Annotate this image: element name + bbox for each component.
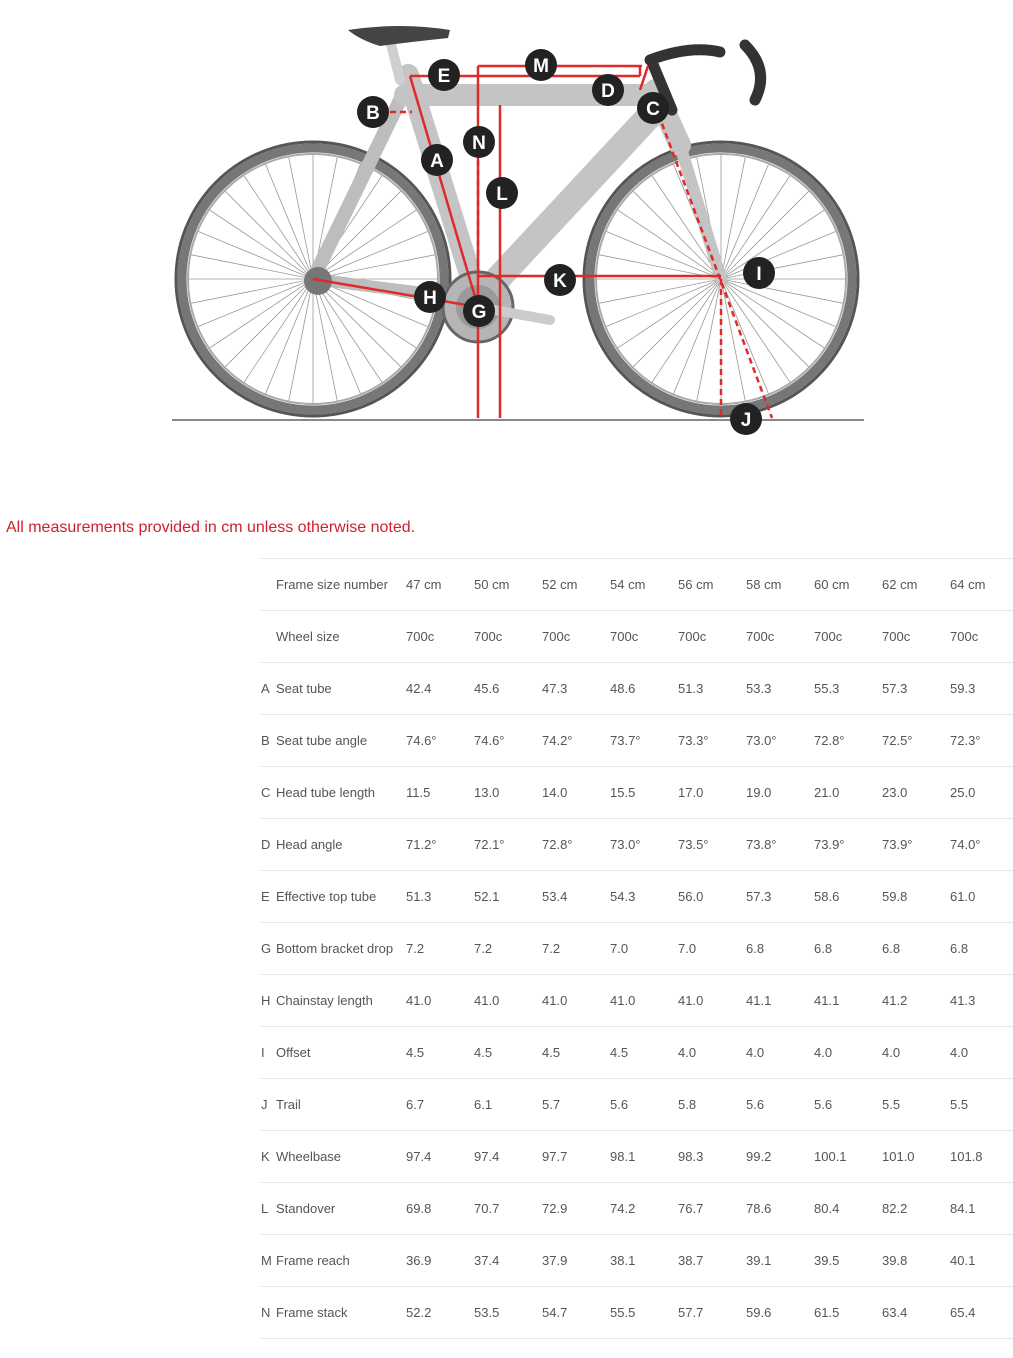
cell-value: 61.5 xyxy=(814,1287,882,1339)
svg-text:H: H xyxy=(423,288,437,309)
row-label: Wheel size xyxy=(276,611,406,663)
cell-value: 61.0 xyxy=(950,871,1013,923)
spoke xyxy=(633,279,721,367)
cell-value: 700c xyxy=(950,611,1013,663)
cell-value: 5.6 xyxy=(746,1079,814,1131)
cell-value: 51.3 xyxy=(678,663,746,715)
cell-value: 5.5 xyxy=(950,1079,1013,1131)
cell-value: 11.5 xyxy=(406,767,474,819)
cell-value: 52.1 xyxy=(474,871,542,923)
cell-value: 41.0 xyxy=(678,975,746,1027)
svg-text:L: L xyxy=(496,184,508,205)
row-letter: B xyxy=(261,715,276,767)
cell-value: 72.1° xyxy=(474,819,542,871)
cell-value: 53.3 xyxy=(746,663,814,715)
cell-value: 700c xyxy=(882,611,950,663)
cell-value: 41.0 xyxy=(406,975,474,1027)
cell-value: 700c xyxy=(746,611,814,663)
table-row xyxy=(261,611,1013,663)
cell-value: 54.7 xyxy=(542,1287,610,1339)
cell-value: 6.8 xyxy=(814,923,882,975)
cell-value: 41.0 xyxy=(542,975,610,1027)
marker-K xyxy=(544,264,576,296)
svg-text:D: D xyxy=(601,81,615,102)
cell-value: 23.0 xyxy=(882,767,950,819)
cell-value: 4.0 xyxy=(882,1027,950,1079)
row-letter: H xyxy=(261,975,276,1027)
row-label: Effective top tube xyxy=(276,871,406,923)
cell-value: 6.8 xyxy=(746,923,814,975)
cell-value: 4.5 xyxy=(406,1027,474,1079)
cell-value: 7.2 xyxy=(406,923,474,975)
cell-value: 55.3 xyxy=(814,663,882,715)
cell-value: 38.1 xyxy=(610,1235,678,1287)
cell-value: 74.2 xyxy=(610,1183,678,1235)
cell-value: 700c xyxy=(406,611,474,663)
cell-value: 80.4 xyxy=(814,1183,882,1235)
cell-value: 55.5 xyxy=(610,1287,678,1339)
size-header: 58 cm xyxy=(746,559,814,611)
cell-value: 39.8 xyxy=(882,1235,950,1287)
svg-text:C: C xyxy=(646,99,660,120)
table-row xyxy=(261,975,1013,1027)
cell-value: 4.5 xyxy=(610,1027,678,1079)
svg-text:K: K xyxy=(553,271,567,292)
marker-A xyxy=(421,144,453,176)
cell-value: 73.0° xyxy=(746,715,814,767)
table-row xyxy=(261,767,1013,819)
row-label: Frame size number xyxy=(276,559,406,611)
row-letter: E xyxy=(261,871,276,923)
cell-value: 5.6 xyxy=(814,1079,882,1131)
row-label: Bottom bracket drop xyxy=(276,923,406,975)
spoke xyxy=(721,279,768,394)
table-row xyxy=(261,1235,1013,1287)
cell-value: 73.3° xyxy=(678,715,746,767)
row-label: Chainstay length xyxy=(276,975,406,1027)
cell-value: 45.6 xyxy=(474,663,542,715)
spoke xyxy=(721,232,836,279)
row-letter xyxy=(261,559,276,611)
cell-value: 37.4 xyxy=(474,1235,542,1287)
cell-value: 4.0 xyxy=(950,1027,1013,1079)
cell-value: 71.2° xyxy=(406,819,474,871)
cell-value: 59.6 xyxy=(746,1287,814,1339)
size-header: 60 cm xyxy=(814,559,882,611)
cell-value: 39.5 xyxy=(814,1235,882,1287)
cell-value: 21.0 xyxy=(814,767,882,819)
cell-value: 82.2 xyxy=(882,1183,950,1235)
cell-value: 25.0 xyxy=(950,767,1013,819)
cell-value: 74.2° xyxy=(542,715,610,767)
row-label: Head angle xyxy=(276,819,406,871)
svg-text:G: G xyxy=(471,302,487,323)
size-header: 47 cm xyxy=(406,559,474,611)
svg-text:I: I xyxy=(756,264,762,285)
cell-value: 58.6 xyxy=(814,871,882,923)
svg-text:B: B xyxy=(366,103,380,124)
cell-value: 70.7 xyxy=(474,1183,542,1235)
cell-value: 100.1 xyxy=(814,1131,882,1183)
row-label: Trail xyxy=(276,1079,406,1131)
bike-geometry-diagram xyxy=(0,0,1013,470)
spoke xyxy=(674,279,721,394)
cell-value: 73.0° xyxy=(610,819,678,871)
svg-text:A: A xyxy=(430,151,444,172)
cell-value: 41.3 xyxy=(950,975,1013,1027)
cell-value: 7.2 xyxy=(474,923,542,975)
cell-value: 53.5 xyxy=(474,1287,542,1339)
row-label: Frame reach xyxy=(276,1235,406,1287)
cell-value: 6.8 xyxy=(882,923,950,975)
cell-value: 73.5° xyxy=(678,819,746,871)
size-header: 54 cm xyxy=(610,559,678,611)
cell-value: 41.1 xyxy=(746,975,814,1027)
row-letter: I xyxy=(261,1027,276,1079)
spoke xyxy=(225,279,313,367)
row-letter: J xyxy=(261,1079,276,1131)
cell-value: 7.2 xyxy=(542,923,610,975)
size-header: 52 cm xyxy=(542,559,610,611)
size-header: 62 cm xyxy=(882,559,950,611)
table-row xyxy=(261,871,1013,923)
table-row xyxy=(261,1131,1013,1183)
cell-value: 57.3 xyxy=(882,663,950,715)
cell-value: 48.6 xyxy=(610,663,678,715)
cell-value: 15.5 xyxy=(610,767,678,819)
cell-value: 97.4 xyxy=(406,1131,474,1183)
row-label: Offset xyxy=(276,1027,406,1079)
marker-E xyxy=(428,59,460,91)
row-label: Wheelbase xyxy=(276,1131,406,1183)
cell-value: 72.8° xyxy=(542,819,610,871)
cell-value: 40.1 xyxy=(950,1235,1013,1287)
cell-value: 6.7 xyxy=(406,1079,474,1131)
cell-value: 72.5° xyxy=(882,715,950,767)
cell-value: 14.0 xyxy=(542,767,610,819)
cell-value: 52.2 xyxy=(406,1287,474,1339)
marker-C xyxy=(637,92,669,124)
row-letter: L xyxy=(261,1183,276,1235)
cell-value: 78.6 xyxy=(746,1183,814,1235)
row-letter: K xyxy=(261,1131,276,1183)
cell-value: 97.4 xyxy=(474,1131,542,1183)
cell-value: 37.9 xyxy=(542,1235,610,1287)
cell-value: 5.8 xyxy=(678,1079,746,1131)
cell-value: 4.5 xyxy=(542,1027,610,1079)
spoke xyxy=(721,279,836,326)
cell-value: 72.9 xyxy=(542,1183,610,1235)
cell-value: 98.3 xyxy=(678,1131,746,1183)
cell-value: 36.9 xyxy=(406,1235,474,1287)
spoke xyxy=(606,279,721,326)
cell-value: 39.1 xyxy=(746,1235,814,1287)
cell-value: 73.7° xyxy=(610,715,678,767)
cell-value: 76.7 xyxy=(678,1183,746,1235)
saddle xyxy=(348,26,450,46)
cell-value: 72.3° xyxy=(950,715,1013,767)
cell-value: 700c xyxy=(474,611,542,663)
cell-value: 5.7 xyxy=(542,1079,610,1131)
cell-value: 54.3 xyxy=(610,871,678,923)
svg-text:M: M xyxy=(533,56,549,77)
marker-J xyxy=(730,403,762,435)
table-row xyxy=(261,1183,1013,1235)
cell-value: 4.5 xyxy=(474,1027,542,1079)
spoke xyxy=(721,279,809,367)
cell-value: 17.0 xyxy=(678,767,746,819)
row-letter: D xyxy=(261,819,276,871)
table-row xyxy=(261,1079,1013,1131)
row-letter: G xyxy=(261,923,276,975)
cell-value: 59.8 xyxy=(882,871,950,923)
cell-value: 700c xyxy=(610,611,678,663)
cell-value: 4.0 xyxy=(814,1027,882,1079)
spoke xyxy=(225,191,313,279)
marker-D xyxy=(592,74,624,106)
table-row xyxy=(261,819,1013,871)
cell-value: 41.0 xyxy=(474,975,542,1027)
row-letter: C xyxy=(261,767,276,819)
table-row xyxy=(261,1027,1013,1079)
cell-value: 98.1 xyxy=(610,1131,678,1183)
cell-value: 56.0 xyxy=(678,871,746,923)
cell-value: 101.0 xyxy=(882,1131,950,1183)
cell-value: 101.8 xyxy=(950,1131,1013,1183)
cell-value: 19.0 xyxy=(746,767,814,819)
cell-value: 65.4 xyxy=(950,1287,1013,1339)
marker-H xyxy=(414,281,446,313)
cell-value: 47.3 xyxy=(542,663,610,715)
cell-value: 42.4 xyxy=(406,663,474,715)
cell-value: 4.0 xyxy=(678,1027,746,1079)
table-row xyxy=(261,1287,1013,1339)
row-label: Head tube length xyxy=(276,767,406,819)
chainring xyxy=(443,272,550,342)
row-letter: N xyxy=(261,1287,276,1339)
cell-value: 73.9° xyxy=(814,819,882,871)
cell-value: 38.7 xyxy=(678,1235,746,1287)
cell-value: 13.0 xyxy=(474,767,542,819)
spoke xyxy=(313,279,360,394)
row-letter xyxy=(261,611,276,663)
row-label: Seat tube xyxy=(276,663,406,715)
cell-value: 69.8 xyxy=(406,1183,474,1235)
cell-value: 41.2 xyxy=(882,975,950,1027)
cell-value: 63.4 xyxy=(882,1287,950,1339)
table-row xyxy=(261,715,1013,767)
cell-value: 7.0 xyxy=(610,923,678,975)
marker-G xyxy=(463,295,495,327)
cell-value: 5.6 xyxy=(610,1079,678,1131)
cell-value: 700c xyxy=(678,611,746,663)
marker-N xyxy=(463,126,495,158)
row-label: Frame stack xyxy=(276,1287,406,1339)
cell-value: 41.0 xyxy=(610,975,678,1027)
cell-value: 4.0 xyxy=(746,1027,814,1079)
cell-value: 74.6° xyxy=(474,715,542,767)
size-header: 56 cm xyxy=(678,559,746,611)
spoke xyxy=(198,279,313,326)
row-label: Standover xyxy=(276,1183,406,1235)
svg-text:E: E xyxy=(437,66,451,87)
cell-value: 41.1 xyxy=(814,975,882,1027)
table-header-row xyxy=(261,559,1013,611)
spoke xyxy=(266,164,313,279)
svg-text:N: N xyxy=(472,133,486,154)
cell-value: 7.0 xyxy=(678,923,746,975)
cell-value: 57.7 xyxy=(678,1287,746,1339)
geometry-table xyxy=(261,558,1013,1339)
cell-value: 700c xyxy=(814,611,882,663)
cell-value: 84.1 xyxy=(950,1183,1013,1235)
cell-value: 73.9° xyxy=(882,819,950,871)
cell-value: 51.3 xyxy=(406,871,474,923)
cell-value: 74.0° xyxy=(950,819,1013,871)
cell-value: 53.4 xyxy=(542,871,610,923)
size-header: 50 cm xyxy=(474,559,542,611)
marker-M xyxy=(525,49,557,81)
cell-value: 57.3 xyxy=(746,871,814,923)
table-row xyxy=(261,663,1013,715)
cell-value: 6.1 xyxy=(474,1079,542,1131)
row-label: Seat tube angle xyxy=(276,715,406,767)
marker-L xyxy=(486,177,518,209)
cell-value: 5.5 xyxy=(882,1079,950,1131)
spoke xyxy=(198,232,313,279)
cell-value: 73.8° xyxy=(746,819,814,871)
measurement-note: All measurements provided in cm unless otherwise noted. xyxy=(6,519,416,536)
cell-value: 99.2 xyxy=(746,1131,814,1183)
size-header: 64 cm xyxy=(950,559,1013,611)
cell-value: 74.6° xyxy=(406,715,474,767)
spoke xyxy=(266,279,313,394)
cell-value: 700c xyxy=(542,611,610,663)
cell-value: 72.8° xyxy=(814,715,882,767)
row-letter: A xyxy=(261,663,276,715)
marker-B xyxy=(357,96,389,128)
cell-value: 97.7 xyxy=(542,1131,610,1183)
cell-value: 59.3 xyxy=(950,663,1013,715)
row-letter: M xyxy=(261,1235,276,1287)
cell-value: 6.8 xyxy=(950,923,1013,975)
marker-I xyxy=(743,257,775,289)
table-row xyxy=(261,923,1013,975)
svg-text:J: J xyxy=(740,410,752,431)
